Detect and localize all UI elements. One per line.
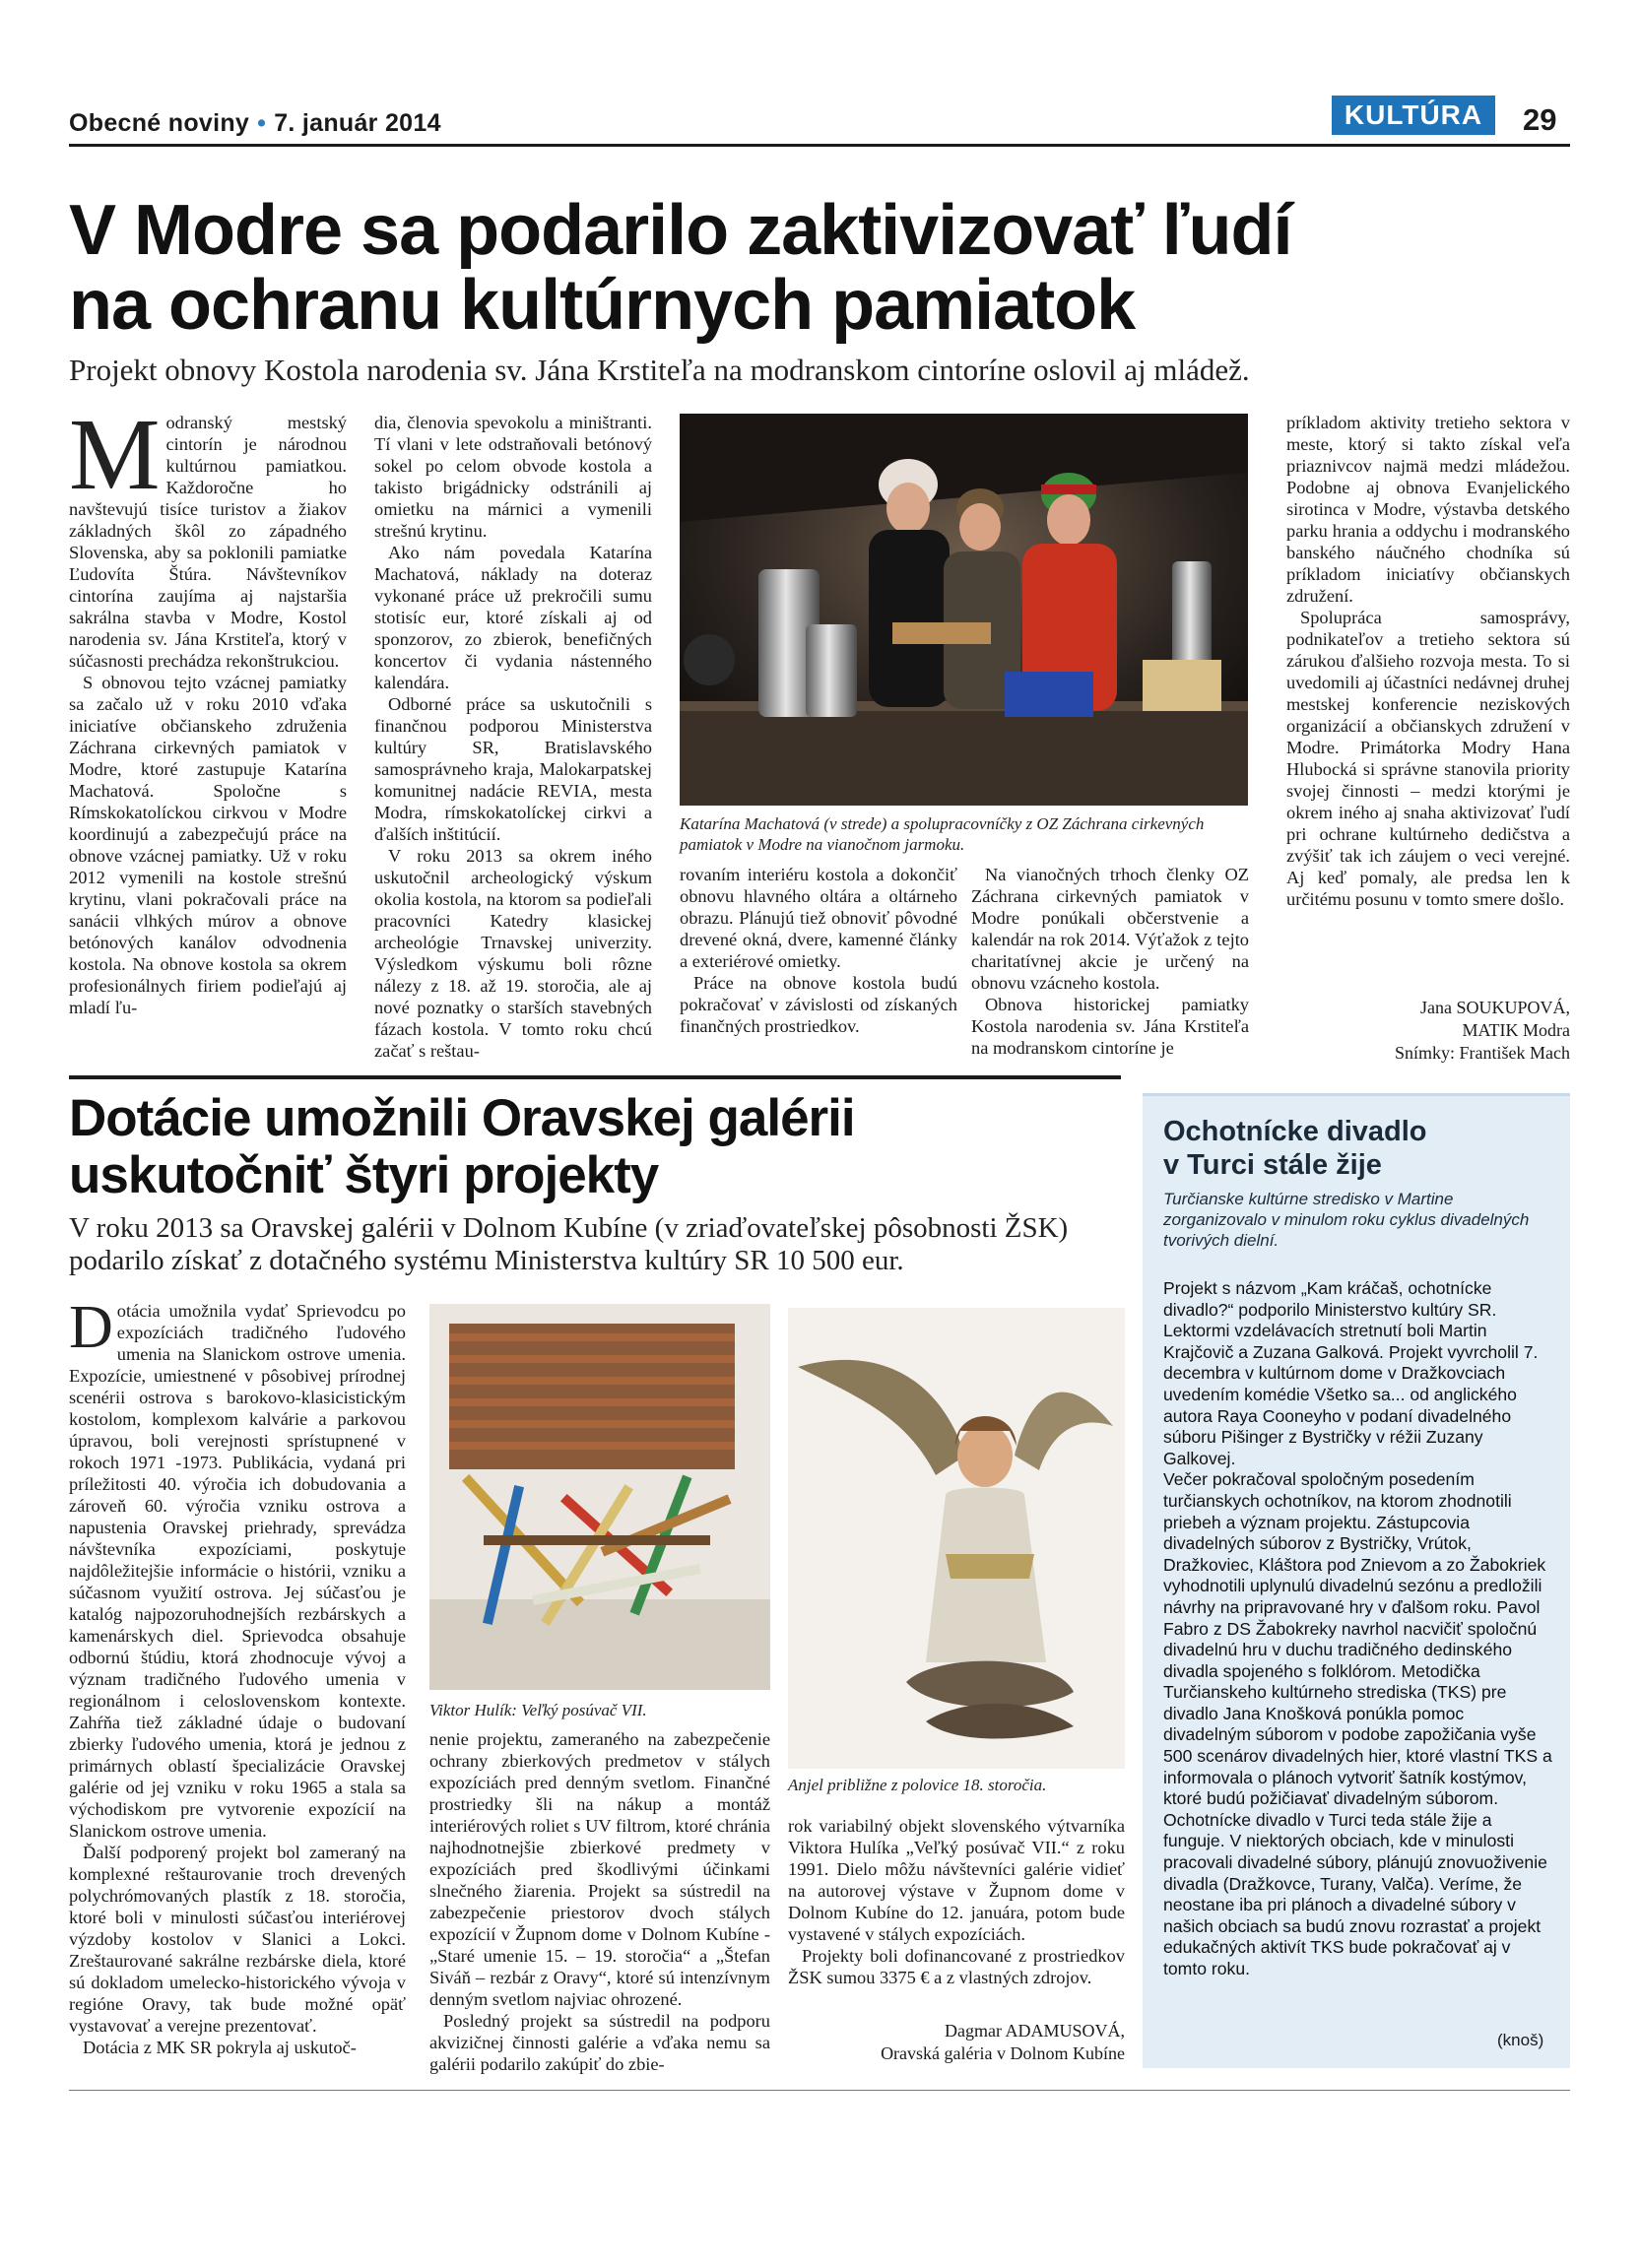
article2-column-2 [429,1728,770,2075]
article2-headline [69,1090,1133,1204]
author-org: MATIK Modra [1462,1020,1570,1040]
article1-column-3 [680,864,957,1037]
angel-photo [788,1308,1125,1769]
publication-name: Obecné noviny [69,109,250,137]
subtitle-line-1: V roku 2013 sa Oravskej galérii v Dolnom Kubíne (v zriaďovateľskej pôsobnosti ŽSK) [69,1212,1069,1244]
article1-headline [69,193,1546,343]
sidebar-paragraph: Projekt s názvom „Kam kráčaš, ochotnícke divadlo?“ podporilo Ministerstvo kultúry SR. Lektormi vzdelávacích stretnutí boli Martin Krajčovič a Zuzana Galková. Projekt vyvrcholil 7. decembra v kultúrnom dome v Dražkovciach uvedením komédie Všetko sa... od anglického autora Raya Cooneyho v podaní divadelného súboru Pišinger z Bystričky v réžii Zuzany Galkovej. [1163,1278,1539,1468]
sidebar-paragraph: Večer pokračoval spoločným posedením turčianskych ochotníkov, na ktorom zhodnotili priebeh a význam projektu. Zástupcovia divadelných súborov z Bystričky, Vrútok, Dražkoviec, Kláštora pod Znievom a zo Žabokriek vyhodnotili uplynulú divadelnú sezónu a predložili návrhy na pripravované hry v ďalšom roku. Pavol Fabro z DS Žabokreky navrhol nacvičiť spoločnú divadelnú hru v duchu tradičného dedinského divadla spojeného s folklórom. Metodička Turčianskeho kultúrneho strediska (TKS) pre divadlo Jana Knošková ponúkla pomoc divadelným súborom v podobe zapožičania vyše 500 scenárov divadelných hier, ktoré vlastní TKS a informovala o plánoch vytvoriť šatník kostýmov, ktoré budú požičiavať divadelným súborom. [1163,1469,1552,1809]
sidebar-lead: Turčianske kultúrne stredisko v Martine zorganizovalo v minulom roku cyklus divadelných tvorivých dielní. [1163,1190,1530,1250]
article2-column-1 [69,1294,406,2058]
article2-column-3 [788,1815,1125,1988]
article1-paragraph: Práce na obnove kostola budú pokračovať v závislosti od získaných finančných prostriedkov. [680,973,957,1036]
headline-line-2: uskutočniť štyri projekty [69,1146,659,1204]
article1-paragraph: Odborné práce sa uskutočnili s finančnou podporou Ministerstva kultúry SR, Bratislavského samosprávneho kraja, Malokarpatskej komunitnej nadácie REVIA, mesta Modra, rímskokatolíckej cirkvi a ďalších inštitúcií. [374,694,652,844]
article2-signature [788,2020,1125,2065]
article1-paragraph: rovaním interiéru kostola a dokončiť obnovu hlavného oltára a oltárneho obrazu. Plánujú tiež obnoviť pôvodné drevené okná, dvere, kamenné články a exteriérové omietky. [680,865,957,971]
drop-cap: D [69,1294,113,1361]
article2-paragraph: nenie projektu, zameraného na zabezpečenie ochrany zbierkových predmetov v stálych expozíciách pred denným svetlom. Finančné prostriedky šli na nákup a montáž interiérových roliet s UV filtrom, ktoré chránia najhodnotnejšie zbierkové predmety v expozíciách pred škodlivými účinkami slnečného žiarenia. Projekt sa sústredil na zabezpečenie priestorov dvoch stálych expozícií v Župnom dome v Dolnom Kubíne - „Staré umenie 15. – 19. storočia“ a „Štefan Siváň – rezbár z Oravy“, ktoré sú intenzívnym denným svetlom najviac ohrozené. [429,1729,770,2009]
article2-paragraph: Dotácia z MK SR pokryla aj uskutoč- [83,2038,357,2057]
market-photo [680,414,1248,806]
subtitle-line-2: podarilo získať z dotačného systému Ministerstva kultúry SR 10 500 eur. [69,1245,904,1276]
article-divider [69,1075,1121,1079]
headline-line-2: na ochranu kultúrnych pamiatok [69,266,1136,345]
article2-paragraph: rok variabilný objekt slovenského výtvarníka Viktora Hulíka „Veľký posúvač VII.“ z roku 1991. Dielo môžu návštevníci galérie vidieť na autorovej výstave v Župnom dome v Dolnom Kubíne do 12. januára, potom bude vystavené v stálych expozíciách. [788,1816,1125,1944]
issue-date: 7. január 2014 [274,109,441,137]
market-photo-caption: Katarína Machatová (v strede) a spolupracovníčky z OZ Záchrana cirkevných pamiatok v Modre na vianočnom jarmoku. [680,814,1205,854]
sidebar-title-line-1: Ochotnícke divadlo [1163,1116,1427,1147]
sidebar-signature: (knoš) [1497,2031,1544,2049]
sidebar-paragraph: Ochotnícke divadlo v Turci teda stále žije a funguje. V niektorých obciach, kde v minulosti pracovali divadelné súbory, plánujú znovuoživenie divadla (Dražkovce, Turany, Valča). Veríme, že neostane iba pri plánoch a divadelné súbory v našich obciach sa budú znovu rozrastať a projekt edukačných aktivít TKS bude pokračovať aj v tomto roku. [1163,1809,1547,1978]
section-label: KULTÚRA [1332,96,1495,135]
article1-subtitle: Projekt obnovy Kostola narodenia sv. Jána Krstiteľa na modranskom cintoríne oslovil aj mládež. [69,353,1250,387]
headline-line-1: V Modre sa podarilo zaktivizovať ľudí [69,191,1292,270]
article1-paragraph: príkladom aktivity tretieho sektora v meste, ktorý si takto získal veľa priaznivcov najmä medzi mládežou. Podobne aj obnova Evanjelického sirotinca v Modre, výstavba detského parku hrania a oddychu i modranského banského náučného chodníka sú príkladom iniciatívy občianskych združení. [1286,413,1570,606]
article1-paragraph: Spolupráca samosprávy, podnikateľov a tretieho sektora sú zárukou ďalšieho rozvoja mesta. To si uvedomili aj účastníci nedávnej druhej mestskej konferencie neziskových organizácií a občianskych združení v Modre. Primátorka Modry Hana Hlubocká si správne stanovila priority svojej činnosti – medzi ktorými je okrem iného aj snaha aktivizovať ľudí pri ochrane kultúrneho dedičstva a zvýšiť tak ich záujem o veci verejné. Aj keď pomaly, ale predsa len k určitému posunu v tomto smere došlo. [1286,608,1570,909]
sidebar-title-line-2: v Turci stále žije [1163,1149,1382,1181]
author-org: Oravská galéria v Dolnom Kubíne [881,2043,1125,2063]
bullet-icon: • [257,109,267,137]
page-number: 29 [1523,102,1557,137]
sidebar-body [1163,1278,1555,1980]
article1-paragraph: V roku 2013 sa okrem iného uskutočnil archeologický výskum okolia kostola, na ktorom sa podieľali pracovníci Katedry klasickej archeológie Trnavskej univerzity. Výsledkom výskumu boli rôzne nálezy z 18. až 19. storočia, ale aj nové poznatky o starších stavebných fázach kostola. V tomto roku chcú začať s reštau- [374,846,652,1061]
page-header [69,109,441,138]
article2-paragraph: Projekty boli dofinancované z prostriedkov ŽSK sumou 3375 € a z vlastných zdrojov. [788,1946,1125,1987]
article1-column-4 [971,864,1249,1059]
article1-paragraph: S obnovou tejto vzácnej pamiatky sa začalo už v roku 2010 vďaka iniciatíve občianskeho združenia Záchrana cirkevných pamiatok v Modre, ktoré zastupuje Katarína Machatová. Spoločne s Rímskokatolíckou cirkvou v Modre koordinujú a zabezpečujú práce na obnove vzácnej pamiatky. Už v roku 2012 vymenili na kostole strešnú krytinu, vlani pokračovali práce na sanácii vlhkých múrov a obnove betónových kanálov odvodnenia kostola. Na obnove kostola sa okrem profesionálnych firiem podieľajú aj mladí ľu- [69,673,347,1017]
angel-photo-caption: Anjel približne z polovice 18. storočia. [788,1776,1047,1794]
headline-line-1: Dotácie umožnili Oravskej galérii [69,1089,855,1147]
drop-cap: M [69,398,161,511]
photo-credit: Snímky: František Mach [1395,1043,1570,1063]
article1-column-1 [69,398,347,1018]
author-name: Jana SOUKUPOVÁ, [1420,998,1570,1017]
article1-signature [1286,997,1570,1065]
article2-paragraph: Ďalší podporený projekt bol zameraný na komplexné reštaurovanie troch drevených polychrómovaných plastík z 18. storočia, ktoré boli v minulosti súčasťou interiérovej výzdoby kostolov v Slanici a Lokci. Zreštaurované sakrálne rezbárske diela, ktoré sú dokladom umelecko-historického vývoja v regióne Oravy, tak bude možné opäť vystavovať a verejne prezentovať. [69,1843,406,2036]
footer-rule [69,2090,1570,2091]
article2-paragraph: Posledný projekt sa sústredil na podporu akvizičnej činnosti galérie a vďaka nemu sa galérii podarilo zakúpiť do zbie- [429,2011,770,2074]
article1-paragraph: Obnova historickej pamiatky Kostola narodenia sv. Jána Krstiteľa na modranskom cintoríne je [971,995,1249,1058]
article1-column-2 [374,412,652,1062]
sidebar-title [1163,1115,1427,1182]
article1-lead: odranský mestský cintorín je národnou kultúrnou pamiatkou. Každoročne ho navštevujú tisíce turistov a žiakov základných škôl zo západného Slovenska, aby sa poklonili pamiatke Ľudovíta Štúra. Návštevníkov cintorína zaujíma aj najstaršia sakrálna stavba v Modre, Kostol narodenia sv. Jána Krstiteľa, ktorý v súčasnosti prechádza rekonštrukciou. [69,413,347,671]
artwork-photo [429,1304,770,1690]
header-rule [69,144,1570,147]
article1-paragraph: Ako nám povedala Katarína Machatová, náklady na doteraz vykonané práce už prekročili sumu stotisíc eur, ktoré získali aj od sponzorov, zo zbierok, benefičných koncertov či vydania nástenného kalendára. [374,543,652,692]
article1-column-5 [1286,412,1570,910]
article2-lead: otácia umožnila vydať Sprievodcu po expozíciách tradičného ľudového umenia na Slanickom ostrove umenia. Expozície, umiestnené v pôsobivej prírodnej scenérii ostrova s barokovo-klasicistickým kostolom, komplexom kalvárie a parkovou úpravou, boli verejnosti sprístupnené v rokoch 1971 -1973. Publikácia, vydaná pri príležitosti 40. výročia ich dobudovania a zároveň 60. výročia vzniku ostrova a napustenia Oravskej priehrady, sprevádza návštevníka expozíciami, poskytuje najdôležitejšie informácie o histórii, vzniku a súčasnom využití ostrova. Jej súčasťou je katalóg najpozoruhodnejších rezbárskych a kamenárskych diel. Sprievodca obsahuje odbornú štúdiu, ktorá zhodnocuje vývoj a význam tradičného ľudového umenia v regionálnom i celoslovenskom kontexte. Zahŕňa tiež základné údaje o budovaní zbierky ľudového umenia, ktorá je jednou z primárnych oblastí špecializácie Oravskej galérie od jej vzniku v roku 1965 a stala sa východiskom pre vytvorenie expozícií na Slanickom ostrove umenia. [69,1301,406,1841]
article1-paragraph: dia, členovia spevokolu a miništranti. Tí vlani v lete odstraňovali betónový sokel po celom obvode kostola a takisto brigádnicky odstránili aj omietku na márnici a vymenili strešnú krytinu. [374,413,652,541]
artwork-photo-caption: Viktor Hulík: Veľký posúvač VII. [429,1701,647,1719]
article2-subtitle [69,1212,1113,1277]
author-name: Dagmar ADAMUSOVÁ, [945,2021,1125,2041]
article1-paragraph: Na vianočných trhoch členky OZ Záchrana cirkevných pamiatok v Modre ponúkali občerstvenie a kalendár na rok 2014. Výťažok z tejto charitatívnej akcie je určený na obnovu vzácneho kostola. [971,865,1249,993]
